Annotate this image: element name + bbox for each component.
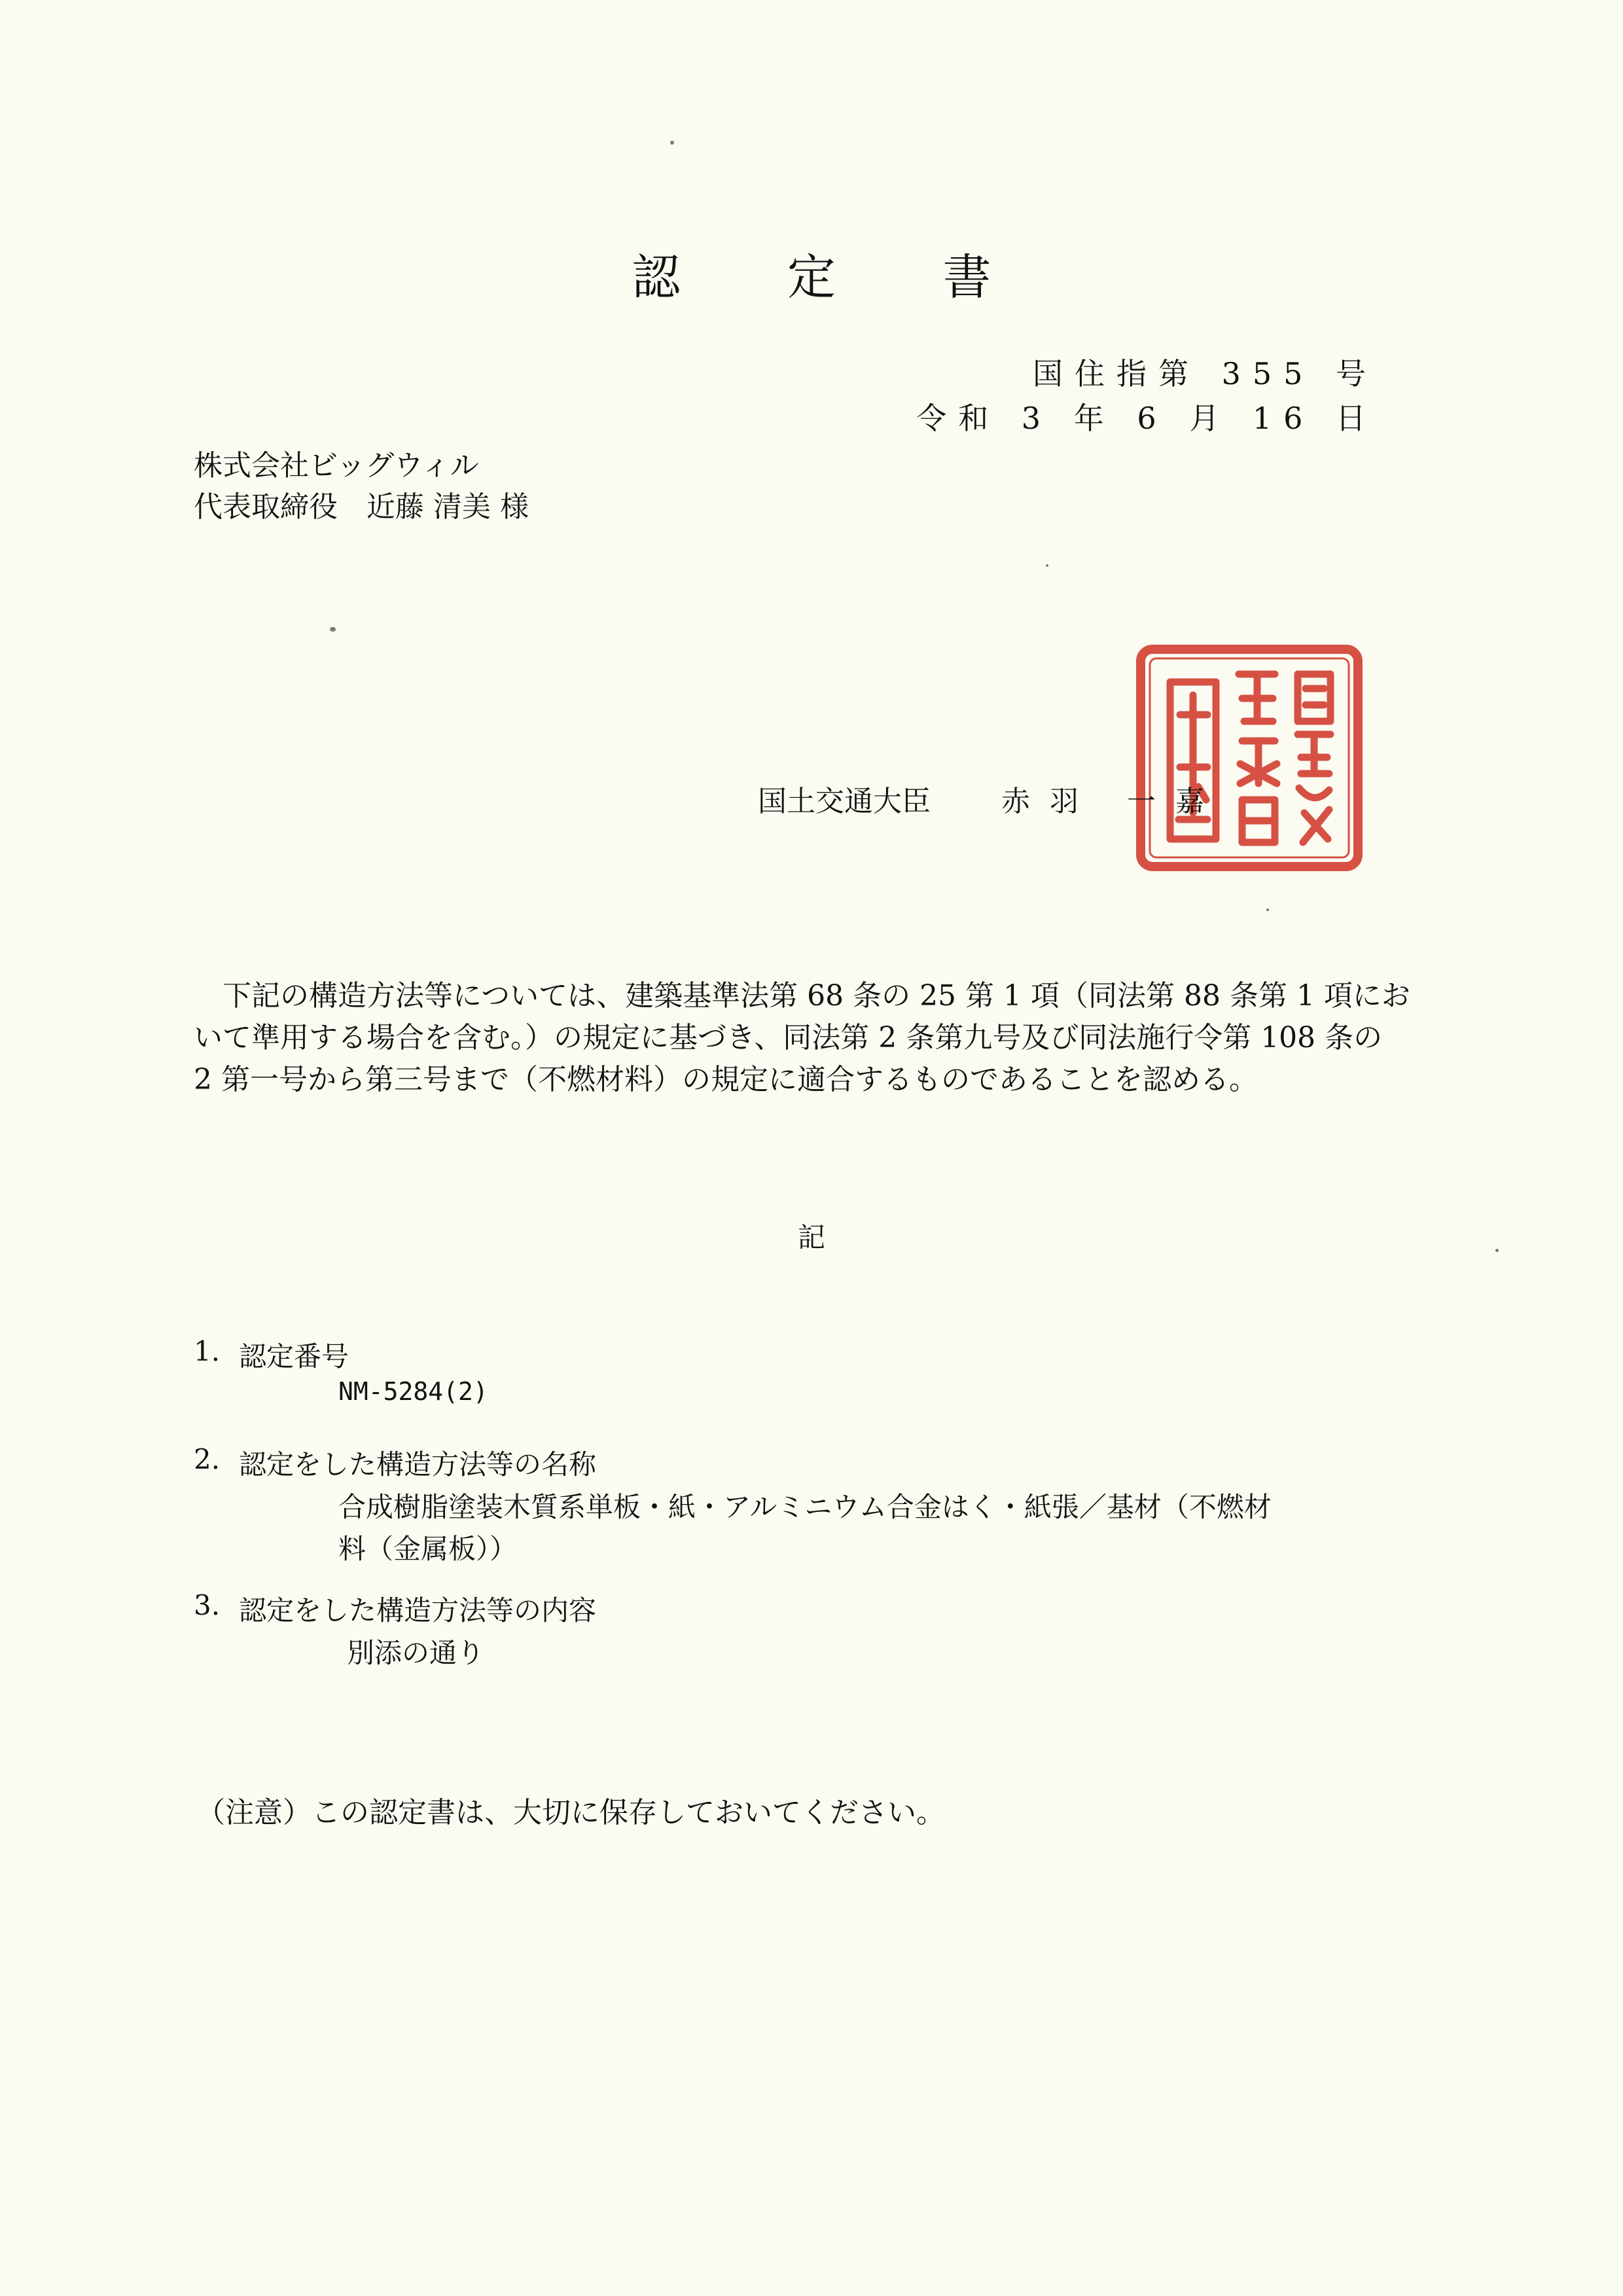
- scan-speck: [1046, 564, 1048, 567]
- item-2-value-line-2: 料（金属板））: [338, 1533, 518, 1565]
- scan-speck: [330, 627, 336, 632]
- document-title: 認 定 書: [632, 249, 1037, 306]
- item-1-heading: 認定番号: [239, 1340, 349, 1372]
- item-1-value: NM-5284(2): [338, 1377, 488, 1406]
- issuer-name: 赤羽 一嘉: [1001, 785, 1224, 818]
- recipient-company: 株式会社ビッグウィル: [194, 449, 479, 482]
- ki-heading: 記: [797, 1221, 825, 1253]
- item-3-number: 3.: [194, 1589, 221, 1621]
- item-3-value: 別添の通り: [347, 1637, 485, 1669]
- body-line-2: いて準用する場合を含む。）の規定に基づき、同法第 2 条第九号及び同法施行令第 108 条の: [194, 1021, 1383, 1054]
- body-line-1: 下記の構造方法等については、建築基準法第 68 条の 25 第 1 項（同法第 88 条第 1 項にお: [194, 979, 1410, 1013]
- scan-speck: [1495, 1249, 1499, 1252]
- item-1-number: 1.: [194, 1335, 221, 1367]
- item-2-value-line-1: 合成樹脂塗装木質系単板・紙・アルミニウム合金はく・紙張／基材（不燃材: [338, 1491, 1272, 1523]
- document-number: 国住指第 355 号: [1032, 356, 1378, 391]
- body-line-3: 2 第一号から第三号まで（不燃材料）の規定に適合するものであることを認める。: [194, 1063, 1258, 1096]
- item-3-heading: 認定をした構造方法等の内容: [239, 1594, 597, 1626]
- recipient-representative: 代表取締役 近藤 清美 様: [194, 490, 529, 524]
- scan-speck: [1266, 908, 1269, 911]
- scan-speck: [670, 141, 674, 145]
- official-seal: [1134, 643, 1364, 873]
- item-2-heading: 認定をした構造方法等の名称: [239, 1448, 597, 1480]
- item-2-number: 2.: [194, 1443, 221, 1475]
- document-date: 令和 3 年 6 月 16 日: [916, 401, 1378, 436]
- caution-note: （注意）この認定書は、大切に保存しておいてください。: [196, 1796, 945, 1829]
- issuer-title: 国土交通大臣: [758, 785, 931, 818]
